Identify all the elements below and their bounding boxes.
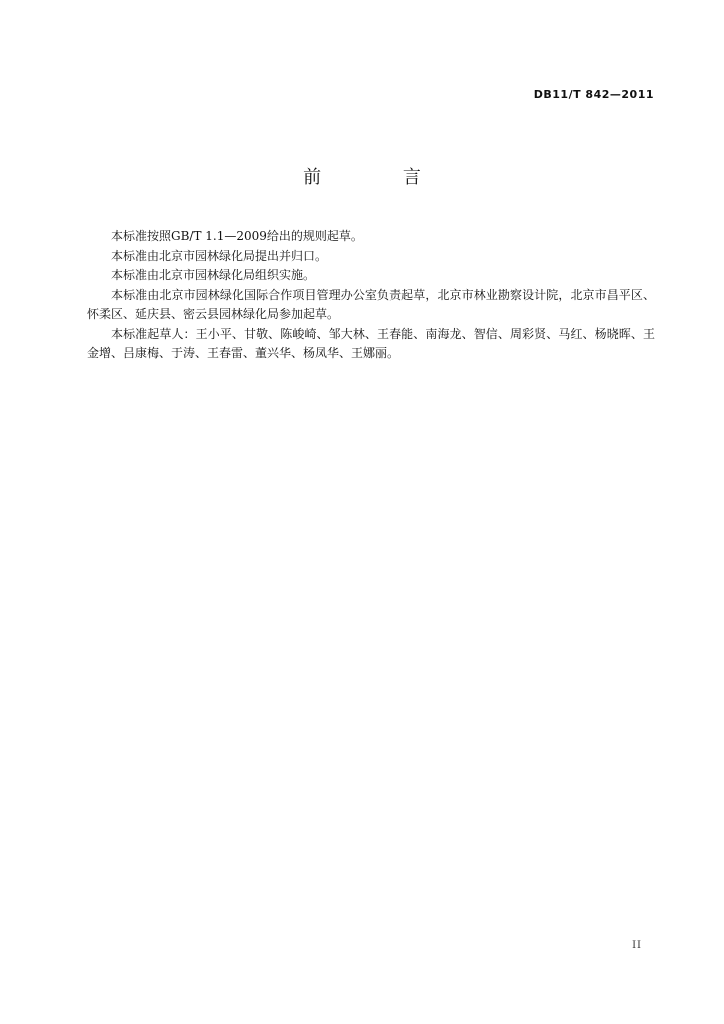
paragraph-drafters: 本标准起草人：王小平、甘敬、陈峻崎、邹大林、王春能、南海龙、智信、周彩贤、马红、杨晓晖、王金增、吕康梅、于涛、王春雷、董兴华、杨凤华、王娜丽。 [87,326,655,360]
paragraph-implementer: 本标准由北京市园林绿化局组织实施。 [111,268,316,282]
paragraph-drafting-rules: 本标准按照GB/T 1.1—2009给出的规则起草。 [111,229,363,243]
paragraph-drafting-units: 本标准由北京市园林绿化国际合作项目管理办公室负责起草，北京市林业勘察设计院，北京市昌平区、怀柔区、延庆县、密云县园林绿化局参加起草。 [87,287,655,321]
document-code: DB11/T 842—2011 [533,88,654,101]
foreword-body [87,227,655,364]
page-title: 前 言 [303,167,459,188]
paragraph-proposer: 本标准由北京市园林绿化局提出并归口。 [111,248,328,263]
page-number: II [632,940,642,951]
